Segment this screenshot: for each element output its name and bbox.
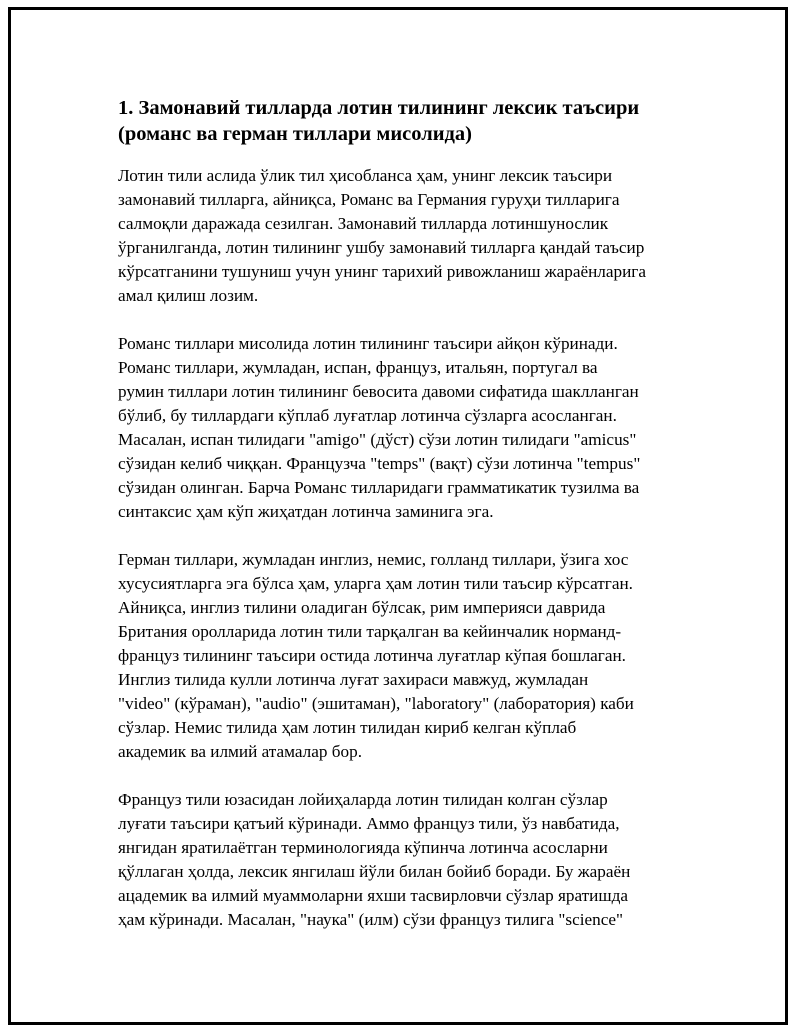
text-line: Романс тиллари, жумладан, испан, француз, итальян, португал ва [118, 358, 598, 377]
paragraph-3 [118, 548, 688, 764]
text-line: бўлиб, бу тиллардаги кўплаб луғатлар лотинча сўзларга асосланган. [118, 406, 617, 425]
text-line: ўрганилганда, лотин тилининг ушбу замонавий тилларга қандай таъсир [118, 238, 645, 257]
text-line: синтаксис ҳам кўп жиҳатдан лотинча заминига эга. [118, 502, 494, 521]
text-line: луғати таъсири қатъий кўринади. Аммо француз тили, ўз навбатида, [118, 814, 620, 833]
text-line: кўрсатганини тушуниш учун унинг тарихий ривожланиш жараёнларига [118, 262, 646, 281]
text-line: "video" (кўраман), "audio" (эшитаман), "laboratory" (лаборатория) каби [118, 694, 634, 713]
text-line: румин тиллари лотин тилининг бевосита давоми сифатида шаклланган [118, 382, 639, 401]
text-line: Француз тили юзасидан лойиҳаларда лотин тилидан колган сўзлар [118, 790, 608, 809]
text-line: хусусиятларга эга бўлса ҳам, уларга ҳам лотин тили таъсир кўрсатган. [118, 574, 633, 593]
text-line: Лотин тили аслида ўлик тил ҳисобланса ҳам, унинг лексик таъсири [118, 166, 613, 185]
document-body [118, 95, 688, 956]
text-line: салмоқли даражада сезилган. Замонавий тилларда лотиншунослик [118, 214, 609, 233]
text-line: сўзидан олинган. Барча Романс тилларидаги грамматикатик тузилма ва [118, 478, 640, 497]
paragraph-4 [118, 788, 688, 932]
text-line: Британия оролларида лотин тили тарқалган ва кейинчалик норманд- [118, 622, 622, 641]
text-line: Айниқса, инглиз тилини оладиган бўлсак, рим империяси даврида [118, 598, 606, 617]
section-title [118, 95, 688, 147]
text-line: Герман тиллари, жумладан инглиз, немис, голланд тиллари, ўзига хос [118, 550, 629, 569]
text-line: ацадемик ва илмий муаммоларни яхши тасвирловчи сўзлар яратишда [118, 886, 628, 905]
title-line: 1. Замонавий тилларда лотин тилининг лексик таъсири [118, 97, 640, 119]
text-line: сўзлар. Немис тилида ҳам лотин тилидан кириб келган кўплаб [118, 718, 577, 737]
text-line: янгидан яратилаётган терминологияда кўпинча лотинча асосларни [118, 838, 608, 857]
text-line: Инглиз тилида кулли лотинча луғат захираси мавжуд, жумладан [118, 670, 589, 689]
text-line: қўллаган ҳолда, лексик янгилаш йўли билан бойиб боради. Бу жараён [118, 862, 631, 881]
text-line: француз тилининг таъсири остида лотинча луғатлар кўпая бошлаган. [118, 646, 626, 665]
text-line: ҳам кўринади. Масалан, "наука" (илм) сўзи француз тилига "science" [118, 910, 624, 929]
text-line: амал қилиш лозим. [118, 286, 259, 305]
title-line: (романс ва герман тиллари мисолида) [118, 123, 472, 145]
text-line: Романс тиллари мисолида лотин тилининг таъсири айқон кўринади. [118, 334, 618, 353]
text-line: Масалан, испан тилидаги "amigo" (дўст) сўзи лотин тилидаги "amicus" [118, 430, 637, 449]
text-line: замонавий тилларга, айниқса, Романс ва Германия гуруҳи тилларига [118, 190, 620, 209]
paragraph-1 [118, 164, 688, 308]
paragraph-2 [118, 332, 688, 524]
text-line: академик ва илмий атамалар бор. [118, 742, 362, 761]
text-line: сўзидан келиб чиққан. Французча "temps" (вақт) сўзи лотинча "tempus" [118, 454, 641, 473]
